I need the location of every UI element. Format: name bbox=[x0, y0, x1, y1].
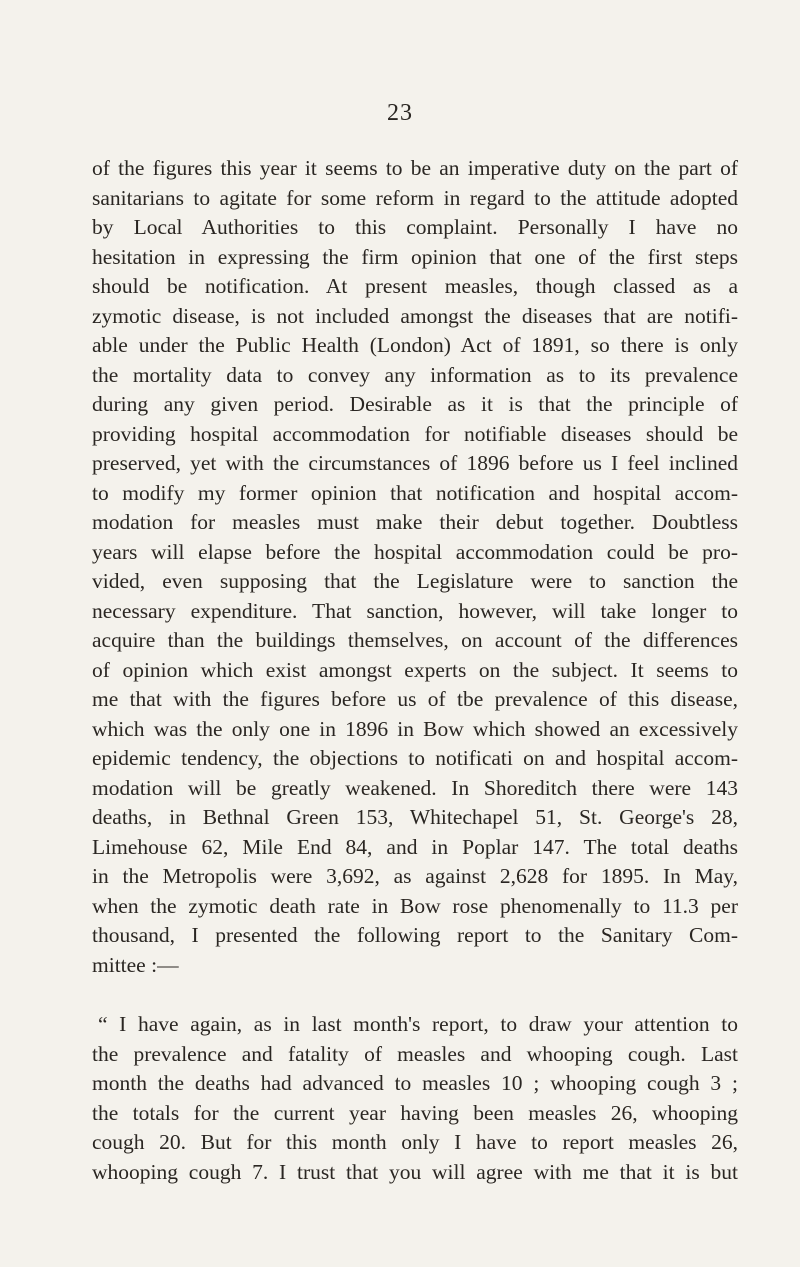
text-line: mittee :— bbox=[92, 952, 179, 977]
text-line: modation will be greatly weakened. In Shoreditch there were 143 bbox=[92, 775, 738, 800]
text-line: epidemic tendency, the objections to notificati on and hospital accom- bbox=[92, 746, 738, 770]
text-line: which was the only one in 1896 in Bow which showed an excessively bbox=[92, 716, 738, 741]
text-line: should be notification. At present measles, though classed as a bbox=[92, 274, 738, 298]
text-line: whooping cough 7. I trust that you will agree with me that it is but bbox=[92, 1159, 738, 1184]
text-line: Limehouse 62, Mile End 84, and in Poplar 147. The total deaths bbox=[92, 834, 738, 859]
text-line: acquire than the buildings themselves, on account of the differences bbox=[92, 628, 738, 652]
text-line: the mortality data to convey any information as to its prevalence bbox=[92, 362, 738, 387]
page-number: 23 bbox=[387, 100, 413, 126]
body-text bbox=[92, 154, 738, 1187]
text-line: thousand, I presented the following report to the Sanitary Com- bbox=[92, 923, 738, 947]
paragraph-1 bbox=[92, 154, 738, 980]
text-line: modation for measles must make their debut together. Doubtless bbox=[92, 510, 738, 534]
text-line: years will elapse before the hospital accommodation could be pro- bbox=[92, 539, 738, 564]
paragraph-2-quoted-report bbox=[92, 1010, 738, 1187]
text-line: zymotic disease, is not included amongst the diseases that are notifi- bbox=[92, 303, 738, 328]
text-line: “ I have again, as in last month's report, to draw your attention to bbox=[98, 1012, 738, 1036]
text-line: preserved, yet with the circumstances of 1896 before us I feel inclined bbox=[92, 451, 738, 475]
text-line: providing hospital accommodation for notifiable diseases should be bbox=[92, 421, 738, 446]
text-line: hesitation in expressing the firm opinion that one of the first steps bbox=[92, 244, 738, 269]
text-line: month the deaths had advanced to measles 10 ; whooping cough 3 ; bbox=[92, 1071, 738, 1095]
text-line: me that with the figures before us of tbe prevalence of this disease, bbox=[92, 687, 738, 711]
text-line: when the zymotic death rate in Bow rose phenomenally to 11.3 per bbox=[92, 893, 738, 918]
text-line: in the Metropolis were 3,692, as against 2,628 for 1895. In May, bbox=[92, 864, 738, 888]
text-line: of the figures this year it seems to be an imperative duty on the part of bbox=[92, 156, 738, 180]
text-line: able under the Public Health (London) Act of 1891, so there is only bbox=[92, 333, 738, 357]
text-line: necessary expenditure. That sanction, however, will take longer to bbox=[92, 598, 738, 623]
text-line: to modify my former opinion that notification and hospital accom- bbox=[92, 480, 738, 505]
text-line: of opinion which exist amongst experts on the subject. It seems to bbox=[92, 657, 738, 682]
text-line: sanitarians to agitate for some reform in regard to the attitude adopted bbox=[92, 185, 738, 210]
text-line: during any given period. Desirable as it is that the principle of bbox=[92, 392, 738, 416]
text-line: cough 20. But for this month only I have to report measles 26, bbox=[92, 1130, 738, 1154]
paragraph-spacer bbox=[92, 980, 738, 1010]
text-line: by Local Authorities to this complaint. Personally I have no bbox=[92, 215, 738, 239]
text-line: vided, even supposing that the Legislature were to sanction the bbox=[92, 569, 738, 593]
text-line: the prevalence and fatality of measles and whooping cough. Last bbox=[92, 1041, 738, 1066]
text-line: deaths, in Bethnal Green 153, Whitechapel 51, St. George's 28, bbox=[92, 805, 738, 829]
text-line: the totals for the current year having been measles 26, whooping bbox=[92, 1100, 738, 1125]
